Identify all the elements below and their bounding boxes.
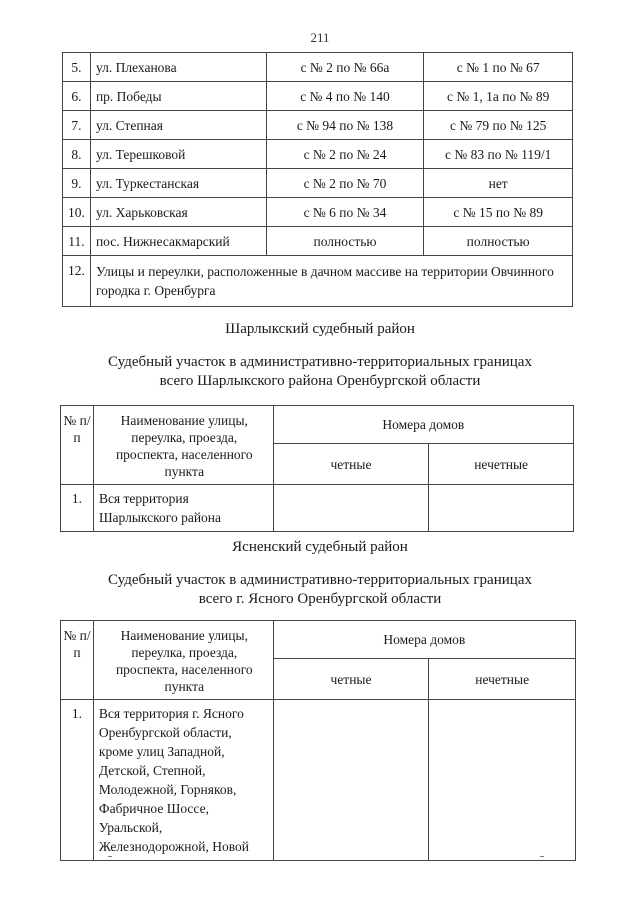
yasny-subtitle-line2: всего г. Ясного Оренбургской области bbox=[198, 591, 442, 607]
header-odd: нечетные bbox=[429, 659, 576, 700]
yasny-district-title: Ясненский судебный район bbox=[232, 539, 408, 555]
row-even: с № 94 по № 138 bbox=[266, 111, 424, 140]
row-name: Вся территория г. Ясного Оренбургской области, кроме улиц Западной, Детской, Степной, Молодежной, Горняков, Фабричное Шоссе, Уральской, Железнодорожной, Новой bbox=[93, 700, 273, 861]
row-text: Улицы и переулки, расположенные в дачном массиве на территории Овчинного городка г. Оренбурга bbox=[90, 256, 572, 307]
table-row bbox=[63, 53, 573, 82]
footer-mark-left bbox=[108, 856, 112, 857]
row-even: с № 2 по № 66а bbox=[266, 53, 424, 82]
table-row bbox=[63, 82, 573, 111]
row-odd: нет bbox=[424, 169, 573, 198]
row-street: ул. Терешковой bbox=[90, 140, 266, 169]
row-odd: с № 83 по № 119/1 bbox=[424, 140, 573, 169]
row-even: с № 6 по № 34 bbox=[266, 198, 424, 227]
row-number: 1. bbox=[61, 485, 94, 532]
table-row bbox=[61, 485, 574, 532]
row-even bbox=[273, 700, 429, 861]
table-row bbox=[63, 169, 573, 198]
table-row bbox=[63, 198, 573, 227]
table-row bbox=[63, 227, 573, 256]
row-even: с № 2 по № 24 bbox=[266, 140, 424, 169]
header-number: № п/п bbox=[61, 406, 94, 485]
row-number: 1. bbox=[61, 700, 94, 861]
row-odd: с № 15 по № 89 bbox=[424, 198, 573, 227]
table-row bbox=[61, 700, 576, 861]
row-even: с № 2 по № 70 bbox=[266, 169, 424, 198]
row-street: ул. Харьковская bbox=[90, 198, 266, 227]
header-name: Наименование улицы, переулка, проезда, проспекта, населенного пункта bbox=[93, 621, 273, 700]
yasny-subtitle-line1: Судебный участок в административно-территориальных границах bbox=[108, 572, 532, 588]
row-number: 10. bbox=[63, 198, 91, 227]
yasny-subtitle bbox=[0, 571, 640, 609]
header-houses: Номера домов bbox=[273, 406, 573, 444]
header-houses: Номера домов bbox=[273, 621, 575, 659]
table-row-12 bbox=[63, 256, 573, 307]
page-number: 211 bbox=[310, 30, 330, 45]
yasny-table bbox=[60, 620, 576, 861]
header-name: Наименование улицы, переулка, проезда, проспекта, населенного пункта bbox=[93, 406, 273, 485]
sharlyk-table bbox=[60, 405, 574, 532]
row-odd: с № 1 по № 67 bbox=[424, 53, 573, 82]
header-even: четные bbox=[273, 444, 429, 485]
row-odd: полностью bbox=[424, 227, 573, 256]
row-even bbox=[273, 485, 429, 532]
sharlyk-subtitle bbox=[0, 353, 640, 391]
sharlyk-district-title: Шарлыкский судебный район bbox=[225, 321, 415, 337]
footer-mark-right bbox=[540, 856, 544, 857]
row-even: с № 4 по № 140 bbox=[266, 82, 424, 111]
row-odd bbox=[429, 485, 574, 532]
streets-table-body bbox=[63, 53, 573, 307]
row-street: ул. Степная bbox=[90, 111, 266, 140]
table-row bbox=[63, 140, 573, 169]
row-street: ул. Туркестанская bbox=[90, 169, 266, 198]
row-number: 11. bbox=[63, 227, 91, 256]
row-odd bbox=[429, 700, 576, 861]
row-even: полностью bbox=[266, 227, 424, 256]
row-number: 7. bbox=[63, 111, 91, 140]
row-number: 6. bbox=[63, 82, 91, 111]
row-odd: с № 79 по № 125 bbox=[424, 111, 573, 140]
sharlyk-subtitle-line1: Судебный участок в административно-территориальных границах bbox=[108, 354, 532, 370]
row-number: 12. bbox=[63, 256, 91, 307]
header-odd: нечетные bbox=[429, 444, 574, 485]
header-even: четные bbox=[273, 659, 429, 700]
row-number: 8. bbox=[63, 140, 91, 169]
row-odd: с № 1, 1а по № 89 bbox=[424, 82, 573, 111]
row-street: пр. Победы bbox=[90, 82, 266, 111]
sharlyk-subtitle-line2: всего Шарлыкского района Оренбургской области bbox=[159, 373, 481, 389]
streets-table bbox=[62, 52, 573, 307]
row-street: ул. Плеханова bbox=[90, 53, 266, 82]
header-number: № п/п bbox=[61, 621, 94, 700]
row-number: 9. bbox=[63, 169, 91, 198]
row-name: Вся территория Шарлыкского района bbox=[93, 485, 273, 532]
row-street: пос. Нижнесакмарский bbox=[90, 227, 266, 256]
row-number: 5. bbox=[63, 53, 91, 82]
table-row bbox=[63, 111, 573, 140]
